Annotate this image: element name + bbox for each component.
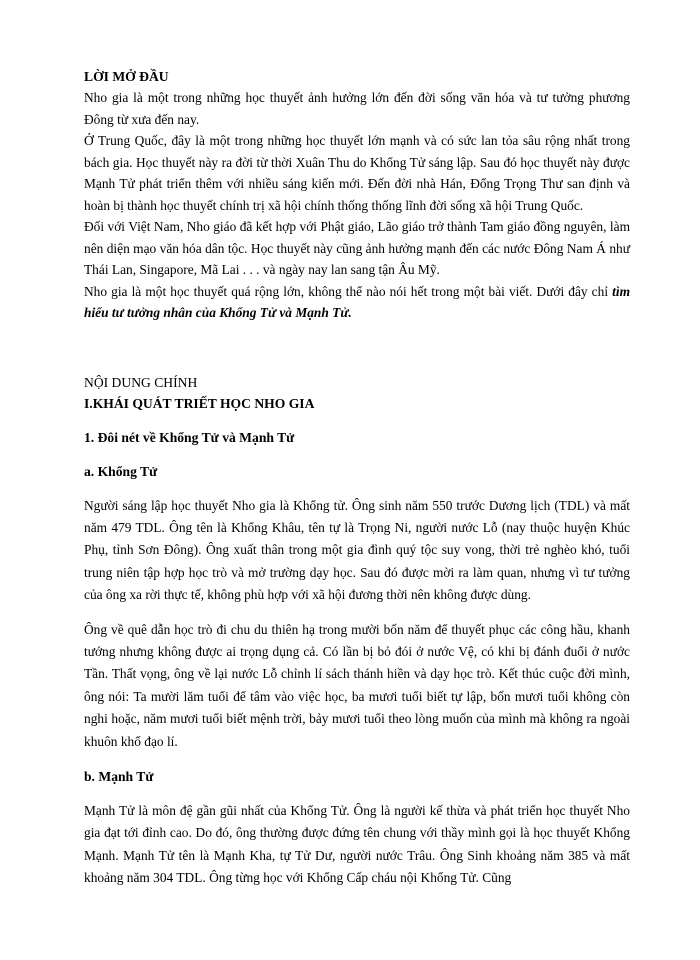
document-page xyxy=(84,66,630,890)
intro-paragraph-2: Ở Trung Quốc, đây là một trong những học thuyết lớn mạnh và có sức lan tỏa sâu rộng nhất trong bách gia. Học thuyết này ra đời từ thời Xuân Thu do Khổng Tử sáng lập. Sau đó học thuyết này được Mạnh Tử phát triển thêm với nhiều sáng kiến mới. Đến đời nhà Hán, Đổng Trọng Thư san định và hoàn bị thành học thuyết chính trị xã hội chính thống thống lĩnh đời sống xã hội Trung Quốc. xyxy=(84,133,630,213)
khong-tu-heading: a. Khổng Tử xyxy=(84,463,158,479)
section-title: I.KHÁI QUÁT TRIẾT HỌC NHO GIA xyxy=(84,395,315,411)
main-title: NỘI DUNG CHÍNH xyxy=(84,374,198,390)
khong-tu-paragraph-2: Ông về quê dẫn học trò đi chu du thiên hạ trong mười bốn năm để thuyết phục các công hầu, khanh tướng nhưng không được ai trọng dụng cả. Có lần bị bỏ đói ở nước Vệ, có khi bị đánh đuổi ở nước Tần. Thất vọng, ông về lại nước Lỗ chỉnh lí sách thánh hiền và dạy học trò. Kết thúc cuộc đời mình, ông nói: Ta mười lăm tuổi để tâm vào việc học, ba mươi tuổi biết tự lập, bốn mươi tuổi không còn nghi hoặc, năm mươi tuổi biết mệnh trời, bảy mươi tuổi theo lòng muốn của mình mà không ra ngoài khuôn khổ đạo lí. xyxy=(84,621,630,749)
intro-paragraph-4-emphasis: tìm hiểu tư tưởng nhân của Khổng Tử và Mạnh Tử. xyxy=(84,283,630,320)
khong-tu-paragraph-1: Người sáng lập học thuyết Nho gia là Khổng tử. Ông sinh năm 550 trước Dương lịch (TDL) và mất năm 479 TDL. Ông tên là Khổng Khâu, tên tự là Trọng Ni, người nước Lỗ (nay thuộc huyện Khúc Phụ, tỉnh Sơn Đông). Ông xuất thân trong một gia đình quý tộc suy vong, thời trẻ nghèo khó, tuổi trung niên tập hợp học trò và mở trường dạy học. Sau đó được mời ra làm quan, nhưng vì tư tưởng của ông xa rời thực tế, không phù hợp với xã hội đương thời nên không được dùng. xyxy=(84,497,630,603)
manh-tu-heading: b. Mạnh Tử xyxy=(84,768,154,784)
intro-title: LỜI MỞ ĐẦU xyxy=(84,69,169,84)
intro-paragraph-4-lead: Nho gia là một học thuyết quá rộng lớn, không thể nào nói hết trong một bài viết. Dưới đây chỉ xyxy=(84,283,613,299)
subsection-title: 1. Đôi nét về Khổng Tử và Mạnh Tử xyxy=(84,429,295,445)
intro-paragraph-3: Đối với Việt Nam, Nho giáo đã kết hợp với Phật giáo, Lão giáo trở thành Tam giáo đồng nguyên, làm nên diện mạo văn hóa dân tộc. Học thuyết này cũng ảnh hưởng mạnh đến các nước Đông Nam Á như Thái Lan, Singapore, Mã Lai . . . và ngày nay lan sang tận Âu Mỹ. xyxy=(84,219,630,277)
intro-paragraph-4 xyxy=(84,281,630,324)
manh-tu-paragraph-1: Mạnh Tử là môn đệ gần gũi nhất của Khổng Tử. Ông là người kế thừa và phát triển học thuyết Nho gia đạt tới đỉnh cao. Do đó, ông thường được đứng tên chung với thầy mình gọi là học thuyết Khổng Mạnh. Mạnh Tử tên là Mạnh Kha, tự Tử Dư, người nước Trâu. Ông Sinh khoảng năm 385 và mất khoảng năm 304 TDL. Ông từng học với Khổng Cấp cháu nội Khổng Tử. Cũng xyxy=(84,802,630,886)
intro-paragraph-1: Nho gia là một trong những học thuyết ảnh hưởng lớn đến đời sống văn hóa và tư tưởng phương Đông từ xưa đến nay. xyxy=(84,90,630,127)
